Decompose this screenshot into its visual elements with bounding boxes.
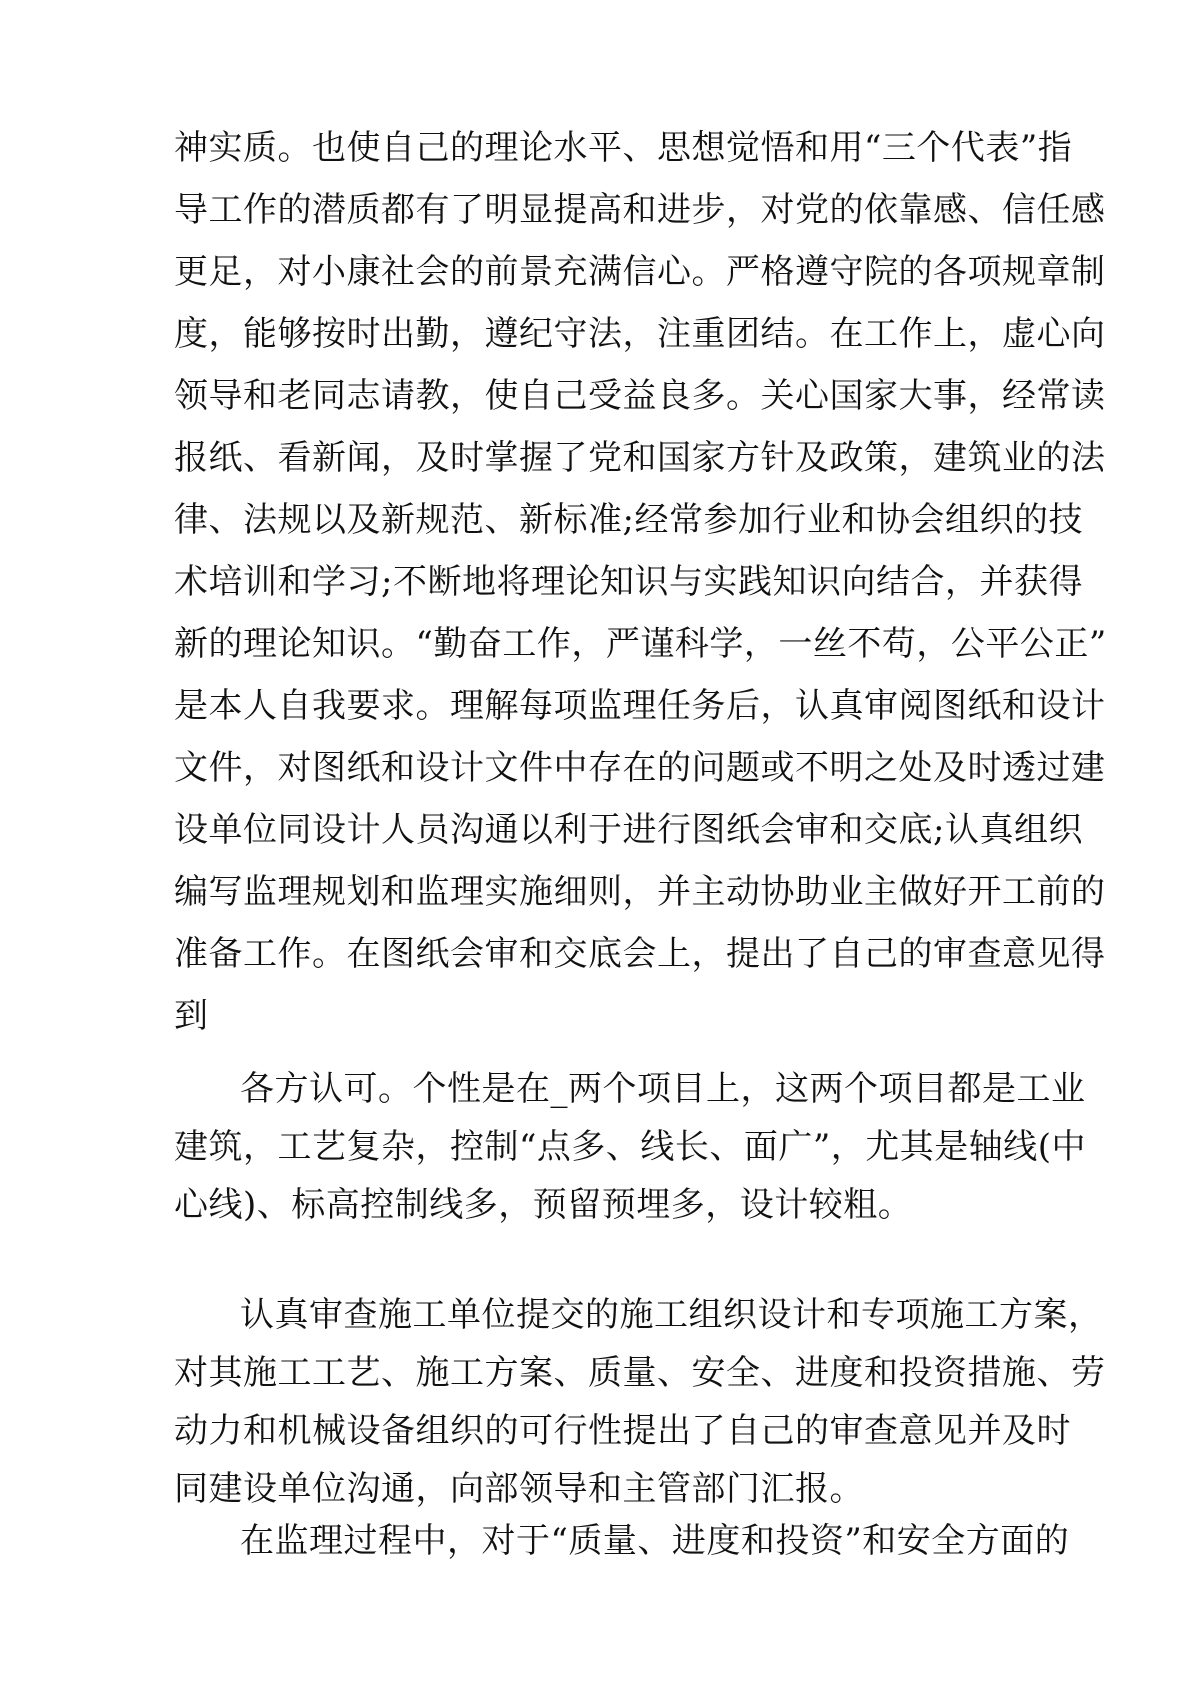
paragraph-line: 度，能够按时出勤，遵纪守法，注重团结。在工作上，虚心向 — [174, 314, 1106, 354]
paragraph-line: 更足，对小康社会的前景充满信心。严格遵守院的各项规章制 — [174, 252, 1106, 292]
paragraph-line: 建筑，工艺复杂，控制“点多、线长、面广”，尤其是轴线(中 — [174, 1127, 1087, 1167]
paragraph-4 — [174, 1512, 1070, 1570]
paragraph-line: 到 — [174, 996, 209, 1036]
paragraph-line: 心线)、标高控制线多，预留预埋多，设计较粗。 — [174, 1185, 913, 1225]
paragraph-line: 设单位同设计人员沟通以利于进行图纸会审和交底;认真组织 — [174, 810, 1083, 850]
paragraph-line: 在监理过程中，对于“质量、进度和投资”和安全方面的 — [240, 1521, 1070, 1561]
paragraph-line: 律、法规以及新规范、新标准;经常参加行业和协会组织的技 — [174, 500, 1083, 540]
paragraph-line: 导工作的潜质都有了明显提高和进步，对党的依靠感、信任感 — [174, 190, 1106, 230]
paragraph-line: 对其施工工艺、施工方案、质量、安全、进度和投资措施、劳 — [174, 1353, 1106, 1393]
paragraph-line: 动力和机械设备组织的可行性提出了自己的审查意见并及时 — [174, 1411, 1071, 1451]
paragraph-line: 文件，对图纸和设计文件中存在的问题或不明之处及时透过建 — [174, 748, 1106, 788]
paragraph-line: 同建设单位沟通，向部领导和主管部门汇报。 — [174, 1469, 864, 1509]
paragraph-line: 认真审查施工单位提交的施工组织设计和专项施工方案， — [240, 1295, 1103, 1335]
paragraph-2 — [174, 1060, 1087, 1234]
paragraph-line: 准备工作。在图纸会审和交底会上，提出了自己的审查意见得 — [174, 934, 1106, 974]
paragraph-line: 新的理论知识。“勤奋工作，严谨科学，一丝不苟，公平公正” — [174, 624, 1107, 664]
paragraph-line: 术培训和学习;不断地将理论知识与实践知识向结合，并获得 — [174, 562, 1083, 602]
paragraph-line: 编写监理规划和监理实施细则，并主动协助业主做好开工前的 — [174, 872, 1106, 912]
paragraph-line: 是本人自我要求。理解每项监理任务后，认真审阅图纸和设计 — [174, 686, 1106, 726]
paragraph-line: 报纸、看新闻，及时掌握了党和国家方针及政策，建筑业的法 — [174, 438, 1106, 478]
paragraph-3 — [174, 1286, 1106, 1518]
paragraph-1 — [174, 117, 1107, 1047]
paragraph-line: 领导和老同志请教，使自己受益良多。关心国家大事，经常读 — [174, 376, 1106, 416]
paragraph-line: 神实质。也使自己的理论水平、思想觉悟和用“三个代表”指 — [174, 128, 1073, 168]
paragraph-line: 各方认可。个性是在_两个项目上，这两个项目都是工业 — [240, 1069, 1086, 1109]
